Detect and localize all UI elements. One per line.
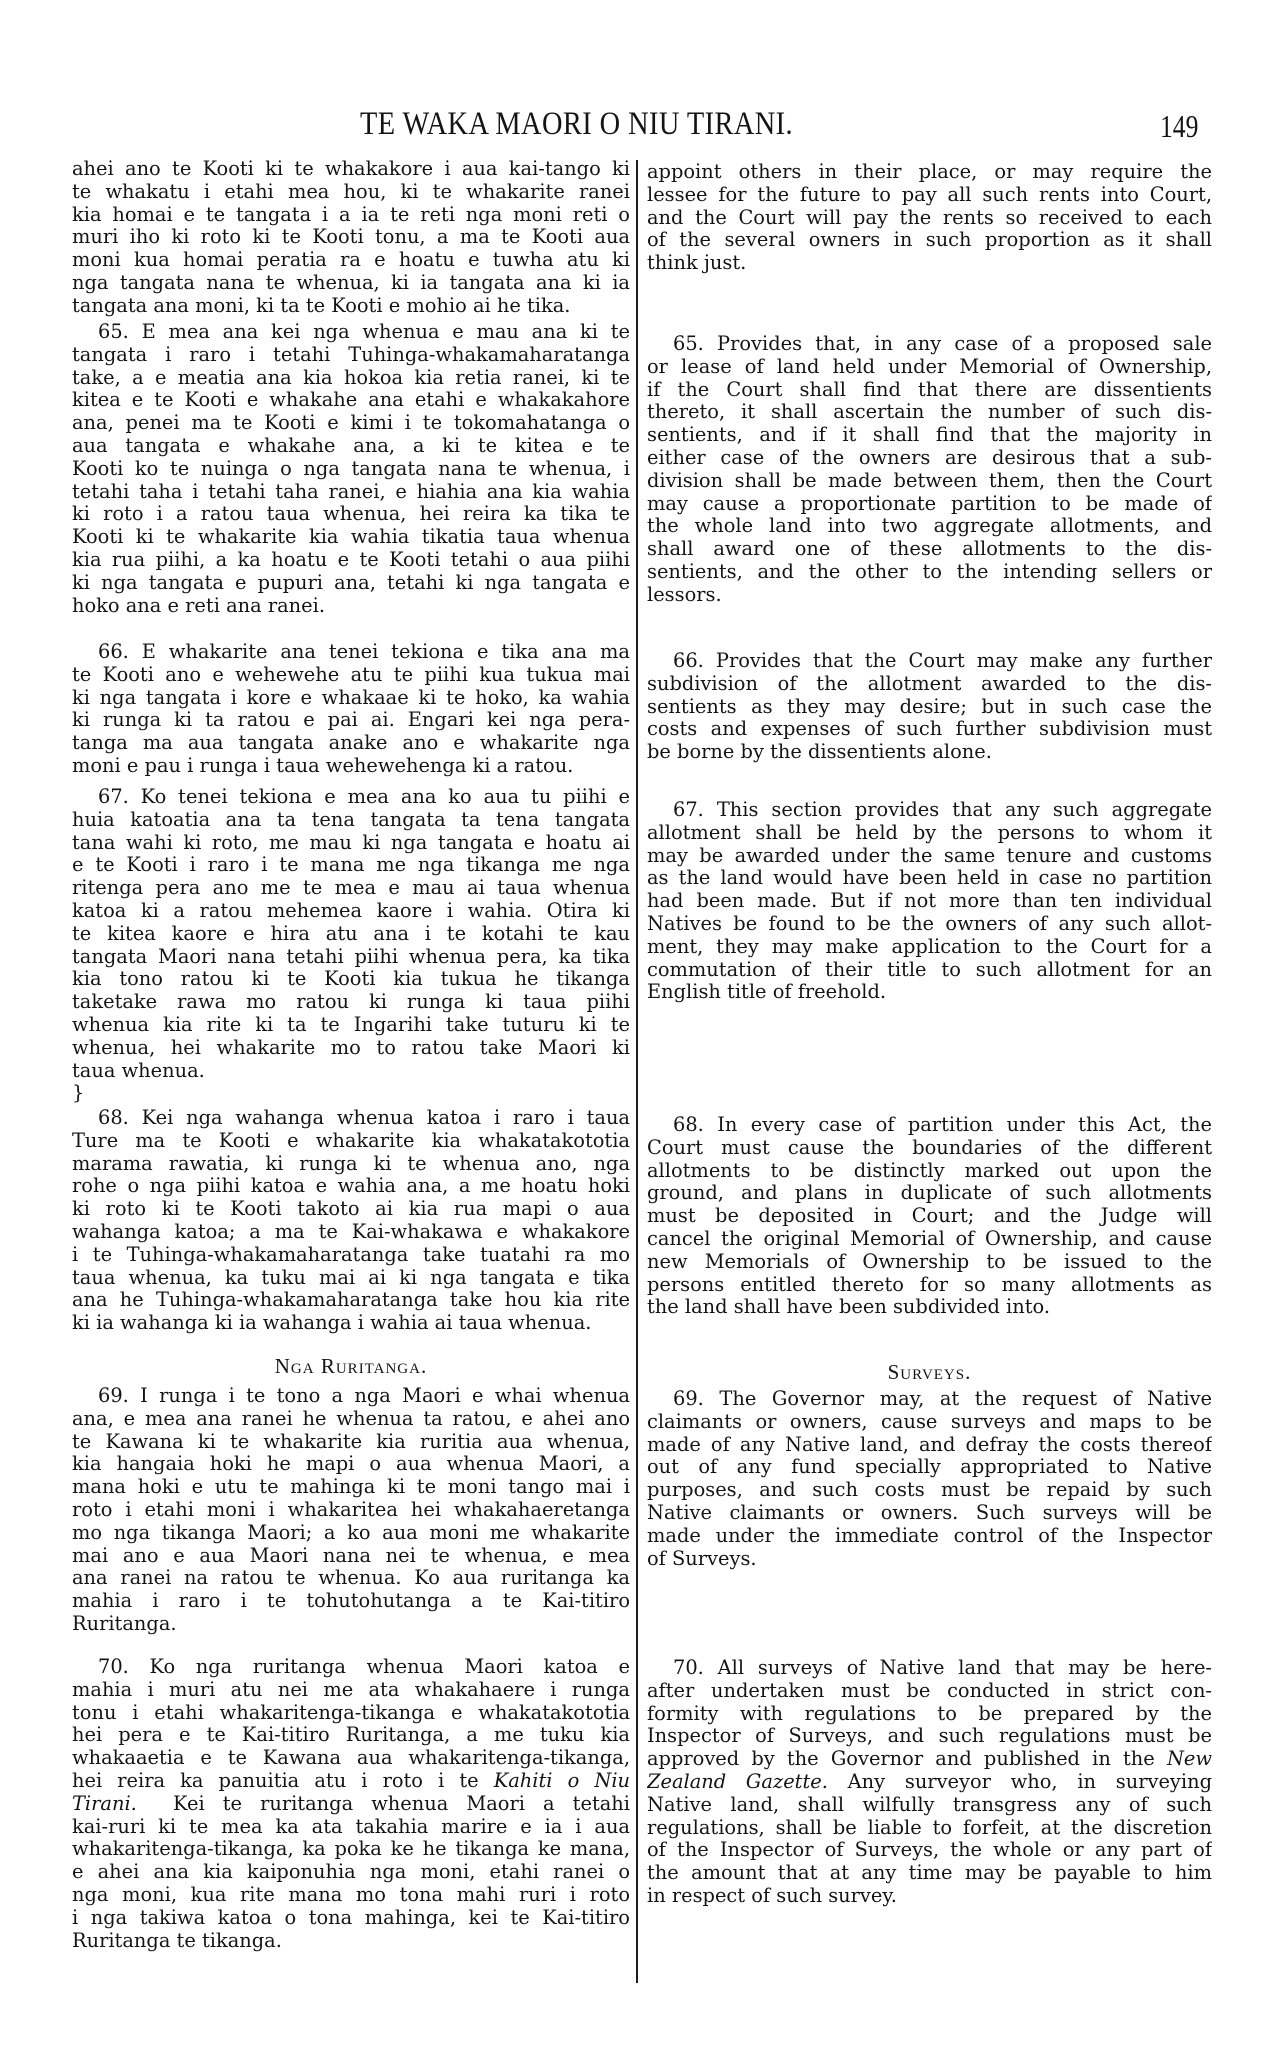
text-line: rohe o nga piihi katoa e wahia ana, a me hoatu hoki <box>72 1175 630 1198</box>
text-line: katoa ki a ratou mehemea kaore i wahia. Otira ki <box>72 899 630 922</box>
text-line: muri iho ki roto ki te Kooti tonu, a ma te Kooti aua <box>72 226 630 249</box>
italic-publication-title: Tirani. <box>72 1792 137 1815</box>
text-line: taua whenua. <box>72 1059 205 1082</box>
paragraph-66-maori <box>72 641 630 778</box>
text-line: lessors. <box>647 583 722 606</box>
text-line: Court must cause the boundaries of the different <box>647 1136 1212 1159</box>
text-line: Kooti ko te nuinga o nga tangata nana te whenua, i <box>72 457 630 480</box>
text-line: the amount that at any time may be payable to him <box>647 1862 1212 1885</box>
text-line: huia katoatia ana ta tena tangata ta tena tangata <box>72 808 630 831</box>
paragraph-65-english <box>647 333 1212 607</box>
running-head-title: TE WAKA MAORI O NIU TIRANI. <box>360 106 794 142</box>
text-line: 67. Ko tenei tekiona e mea ana ko aua tu piihi e <box>98 786 630 808</box>
text-line: taketake rawa mo ratou ki runga ki taua piihi <box>72 991 630 1014</box>
text-line: ki roto i a ratou taua whenua, hei reira ka tika te <box>72 503 630 526</box>
text-line: 70. All surveys of Native land that may be here- <box>673 1657 1212 1679</box>
text-line: the land shall have been subdivided into. <box>647 1296 1051 1319</box>
text-fragment: hei reira ka panuitia atu i roto i te <box>72 1769 494 1792</box>
text-line: ana, e mea ana ranei he whenua ta ratou, e ahei ano <box>72 1407 630 1430</box>
text-line: i nga takiwa katoa o tona mahinga, kei te Kai-titiro <box>72 1906 630 1929</box>
text-line: take, a e meatia ana kia hokoa kia retia ranei, ki te <box>72 366 630 389</box>
text-line: tangata ana moni, ki ta te Kooti e mohio ai he tika. <box>72 294 571 317</box>
text-line: i te Tuhinga-whakamaharatanga take tuatahi ra mo <box>72 1243 630 1266</box>
text-line: ana he Tuhinga-whakamaharatanga take hou kia rite <box>72 1289 630 1312</box>
text-line: cancel the original Memorial of Ownership, and cause <box>647 1227 1212 1250</box>
text-line: kia homai e te tangata i a ia te reti nga moni reti o <box>72 203 630 226</box>
text-line: Kooti ki te whakarite kia wahia tikatia taua whenua <box>72 526 630 549</box>
text-line: sentients, and if it shall find that the majority in <box>647 424 1212 447</box>
section-heading-nga-ruritanga: Nga Ruritanga. <box>274 1354 428 1378</box>
text-line: 68. Kei nga wahanga whenua katoa i raro i taua <box>98 1107 630 1129</box>
text-line: te whakatu i etahi mea hou, ki te whakarite ranei <box>72 180 630 203</box>
text-line: te kitea kaore e hira atu ana i te kotahi te kau <box>72 922 630 945</box>
italic-publication-title: New <box>1166 1748 1212 1771</box>
text-line: nga moni, kua rite mana mo tona mahi ruri i roto <box>72 1883 630 1906</box>
text-line: must be deposited in Court; and the Judge will <box>647 1205 1212 1228</box>
paragraph-69-english <box>647 1388 1212 1570</box>
text-fragment: approved by the Governor and published in the <box>647 1748 1167 1771</box>
text-line <box>647 1771 1212 1794</box>
text-line: costs and expenses of such further subdivision must <box>647 718 1212 741</box>
text-line: roto i etahi moni i whakaritea hei whakahaeretanga <box>72 1498 630 1521</box>
text-line: ana ranei na ratou te whenua. Ko aua ruritanga ka <box>72 1567 630 1590</box>
text-line: persons entitled thereto for so many allotments as <box>647 1273 1212 1296</box>
text-line: ki ia wahanga ki ia wahanga i wahia ai taua whenua. <box>72 1312 592 1335</box>
section-heading-surveys: Surveys. <box>887 1360 972 1384</box>
text-line: Native land, shall wilfully transgress any of such <box>647 1793 1212 1816</box>
text-line: kitea e te Kooti e whakahe ana etahi e whakakahore <box>72 389 630 412</box>
text-line: Native claimants or owners. Such surveys will be <box>647 1501 1212 1524</box>
text-line: ki roto ki te Kooti takoto ai kia rua mapi o aua <box>72 1198 630 1221</box>
paragraph-continued-english <box>647 161 1212 275</box>
text-line: mahia i muri atu nei me ata whakahaere i runga <box>72 1678 630 1701</box>
text-line: tonu i etahi whakaritenga-tikanga e whakatakototia <box>72 1701 630 1724</box>
italic-publication-title: Kahiti o Niu <box>493 1769 630 1792</box>
text-line: 69. The Governor may, at the request of Native <box>673 1388 1212 1410</box>
paragraph-70-maori <box>72 1656 630 1952</box>
text-line: as the land would have been held in case no partition <box>647 867 1212 890</box>
text-line: whenua, hei whakarite mo to ratou take Maori ki <box>72 1036 630 1059</box>
text-line: 66. Provides that the Court may make any further <box>673 650 1212 672</box>
text-line: allotment shall be held by the persons to whom it <box>647 821 1212 844</box>
text-line: Inspector of Surveys, and such regulations must be <box>647 1725 1212 1748</box>
text-line: mana hoki e utu te mahinga ki te moni tango mai i <box>72 1476 630 1499</box>
text-line: of the Inspector of Surveys, the whole or any part of <box>647 1839 1212 1862</box>
text-line: hoko ana e reti ana ranei. <box>72 594 325 617</box>
text-line: the whole land into two aggregate allotments, and <box>647 515 1212 538</box>
text-line: be borne by the dissentients alone. <box>647 741 992 764</box>
page-number: 149 <box>1160 108 1199 144</box>
text-line: Ruritanga. <box>72 1612 177 1635</box>
text-line: subdivision of the allotment awarded to the dis- <box>647 672 1212 695</box>
text-fragment: Kei te ruritanga whenua Maori a tetahi <box>136 1792 630 1815</box>
text-line: purposes, and such costs must be repaid by such <box>647 1479 1212 1502</box>
paragraph-66-english <box>647 650 1212 764</box>
text-line <box>72 1793 630 1816</box>
text-line: kai-ruri ki te mea ka ata takahia marire e ia i aua <box>72 1815 630 1838</box>
text-line: te Kawana ki te whakarite kia ruritia aua whenua, <box>72 1430 630 1453</box>
text-line: lessee for the future to pay all such rents into Court, <box>647 183 1212 206</box>
text-line: tana wahi ki roto, me mau ki nga tangata e hoatu ai <box>72 831 630 854</box>
paragraph-70-english <box>647 1657 1212 1908</box>
text-line: whakaaetia e te Kawana aua whakaritenga-tikanga, <box>72 1747 630 1770</box>
text-line: ki nga tangata e pupuri ana, tetahi ki nga tangata e <box>72 571 630 594</box>
text-line: thereto, it shall ascertain the number of such dis- <box>647 401 1212 424</box>
text-line: whenua kia rite ki ta te Ingarihi take tuturu ki te <box>72 1013 630 1036</box>
text-line: tangata Maori nana tetahi piihi whenua pera, ka tika <box>72 945 630 968</box>
text-line: 66. E whakarite ana tenei tekiona e tika ana ma <box>98 641 630 663</box>
text-line <box>72 1770 630 1793</box>
text-line: sentients as they may desire; but in such case the <box>647 695 1212 718</box>
text-line: sentients, and the other to the intending sellers or <box>647 560 1212 583</box>
text-line: mo nga tikanga Maori; a ko aua moni me whakarite <box>72 1521 630 1544</box>
text-line: whakaritenga-tikanga, ka poka ke he tikanga ke mana, <box>72 1838 630 1861</box>
text-line: of the several owners in such proportion as it shall <box>647 229 1212 252</box>
paragraph-continued-maori <box>72 158 630 318</box>
text-line: Ruritanga te tikanga. <box>72 1929 282 1952</box>
text-line: commutation of their title to such allotment for an <box>647 958 1212 981</box>
text-line: aua tangata e whakahe ana, a ki te kitea e te <box>72 434 630 457</box>
text-line: out of any fund specially appropriated to Native <box>647 1456 1212 1479</box>
text-line: 68. In every case of partition under this Act, the <box>673 1114 1212 1136</box>
text-line: 69. I runga i te tono a nga Maori e whai whenua <box>98 1385 630 1407</box>
text-line: or lease of land held under Memorial of Ownership, <box>647 355 1212 378</box>
paragraph-67-maori: 67. Ko tenei tekiona e mea ana ko aua tu piihi e huia katoatia ana ta tena tangata ta tena tangata tana wahi ki roto, me mau ki nga tangata e hoatu ai e te Kooti i raro i te mana me nga tikanga me nga ritenga pera ano me te mea e mau ai taua whenua katoa ki a ratou mehemea kaore i wahia. Otira ki te kitea kaore e hira atu ana i te kotahi te kau tangata Maori nana tetahi piihi whenua pera, ka tika kia tono ratou ki te Kooti kia tukua he tikanga taketake rawa mo ratou ki runga ki taua piihi whenua kia rite ki ta te Ingarihi take tuturu ki te whenua, hei whakarite mo to ratou take Maori ki taua whenua. } <box>72 786 630 1105</box>
text-line: ritenga pera ano me te mea e mau ai taua whenua <box>72 877 630 900</box>
text-line: may cause a proportionate partition to be made of <box>647 492 1212 515</box>
text-line: either case of the owners are desirous that a sub- <box>647 446 1212 469</box>
italic-publication-title: Zealand Gazette. <box>647 1770 828 1793</box>
text-line: 67. This section provides that any such aggregate <box>673 799 1212 821</box>
text-line: and the Court will pay the rents so received to each <box>647 206 1212 229</box>
paragraph-69-maori <box>72 1385 630 1636</box>
paragraph-68-maori <box>72 1107 630 1335</box>
text-line: if the Court shall find that there are dissentients <box>647 378 1212 401</box>
text-line: Natives be found to be the owners of any such allot- <box>647 912 1212 935</box>
text-line: tangata i raro i tetahi Tuhinga-whakamaharatanga <box>72 343 630 366</box>
text-line: ment, they may make application to the Court for a <box>647 935 1212 958</box>
paragraph-65-maori <box>72 321 630 617</box>
text-line: taua whenua, ka tuku mai ai ki nga tangata e tika <box>72 1266 630 1289</box>
text-line: ki runga ki ta ratou e pai ai. Engari kei nga pera- <box>72 709 630 732</box>
text-line: of Surveys. <box>647 1547 757 1570</box>
text-line: tanga ma aua tangata anake ano e whakarite nga <box>72 732 630 755</box>
text-line: appoint others in their place, or may require the <box>647 161 1212 183</box>
text-line: nga tangata nana te whenua, ki ia tangata ana ki ia <box>72 271 630 294</box>
text-line: 70. Ko nga ruritanga whenua Maori katoa e <box>98 1656 630 1678</box>
text-line: had been made. But if not more than ten individual <box>647 890 1212 913</box>
column-divider <box>636 160 638 1983</box>
text-line: mai ano e aua Maori nana nei te whenua, e mea <box>72 1544 630 1567</box>
text-line: marama rawatia, ki runga ki te whenua ano, nga <box>72 1152 630 1175</box>
text-line: te Kooti ano e wehewehe atu te piihi kua tukua mai <box>72 663 630 686</box>
text-line: division shall be made between them, then the Court <box>647 469 1212 492</box>
text-line: made under the immediate control of the Inspector <box>647 1524 1212 1547</box>
text-line: ana, penei ma te Kooti e kimi i te tokomahatanga o <box>72 412 630 435</box>
text-line: may be awarded under the same tenure and customs <box>647 844 1212 867</box>
text-line: ahei ano te Kooti ki te whakakore i aua kai-tango ki <box>72 158 630 180</box>
text-line: new Memorials of Ownership to be issued to the <box>647 1250 1212 1273</box>
text-line: English title of freehold. <box>647 981 887 1004</box>
text-line: kia rua piihi, a ka hoatu e te Kooti tetahi o aua piihi <box>72 548 630 571</box>
text-line: e te Kooti i raro i te mana me nga tikanga me nga <box>72 854 630 877</box>
text-line: e ahei ana kia kaiponuhia nga moni, etahi ranei o <box>72 1861 630 1884</box>
text-line: shall award one of these allotments to the dis- <box>647 538 1212 561</box>
text-line: hei pera e te Kai-titiro Ruritanga, a me tuku kia <box>72 1724 630 1747</box>
text-line: ground, and plans in duplicate of such allotments <box>647 1182 1212 1205</box>
text-line: moni e pau i runga i taua wehewehenga ki a ratou. <box>72 754 574 777</box>
text-line: kia tono ratou ki te Kooti kia tukua he tikanga <box>72 968 630 991</box>
text-line: mahia i raro i te tohutohutanga a te Kai-titiro <box>72 1590 630 1613</box>
text-line: 65. E mea ana kei nga whenua e mau ana ki te <box>98 321 630 343</box>
text-line: claimants or owners, cause surveys and maps to be <box>647 1410 1212 1433</box>
text-line: formity with regulations to be prepared by the <box>647 1702 1212 1725</box>
text-line: regulations, shall be liable to forfeit, at the discretion <box>647 1816 1212 1839</box>
text-line: wahanga katoa; a ma te Kai-whakawa e whakakore <box>72 1220 630 1243</box>
text-line: allotments to be distinctly marked out upon the <box>647 1159 1212 1182</box>
paragraph-67-english <box>647 799 1212 1004</box>
text-line: in respect of such survey. <box>647 1884 897 1907</box>
text-line: made of any Native land, and defray the costs thereof <box>647 1433 1212 1456</box>
text-fragment: Any surveyor who, in surveying <box>827 1770 1212 1793</box>
text-line: tetahi taha i tetahi taha ranei, e hiahia ana kia wahia <box>72 480 630 503</box>
text-line <box>647 1748 1212 1771</box>
text-line: 65. Provides that, in any case of a proposed sale <box>673 333 1212 355</box>
text-line: moni kua homai peratia ra e hoatu e tuwha atu ki <box>72 249 630 272</box>
text-line: ki nga tangata i kore e whakaae ki te hoko, ka wahia <box>72 686 630 709</box>
text-line: Ture ma te Kooti e whakarite kia whakatakototia <box>72 1129 630 1152</box>
paragraph-68-english <box>647 1114 1212 1319</box>
text-line: after undertaken must be conducted in strict con- <box>647 1679 1212 1702</box>
text-line: think just. <box>647 252 747 275</box>
text-line: kia hangaia hoki he mapi o aua whenua Maori, a <box>72 1453 630 1476</box>
